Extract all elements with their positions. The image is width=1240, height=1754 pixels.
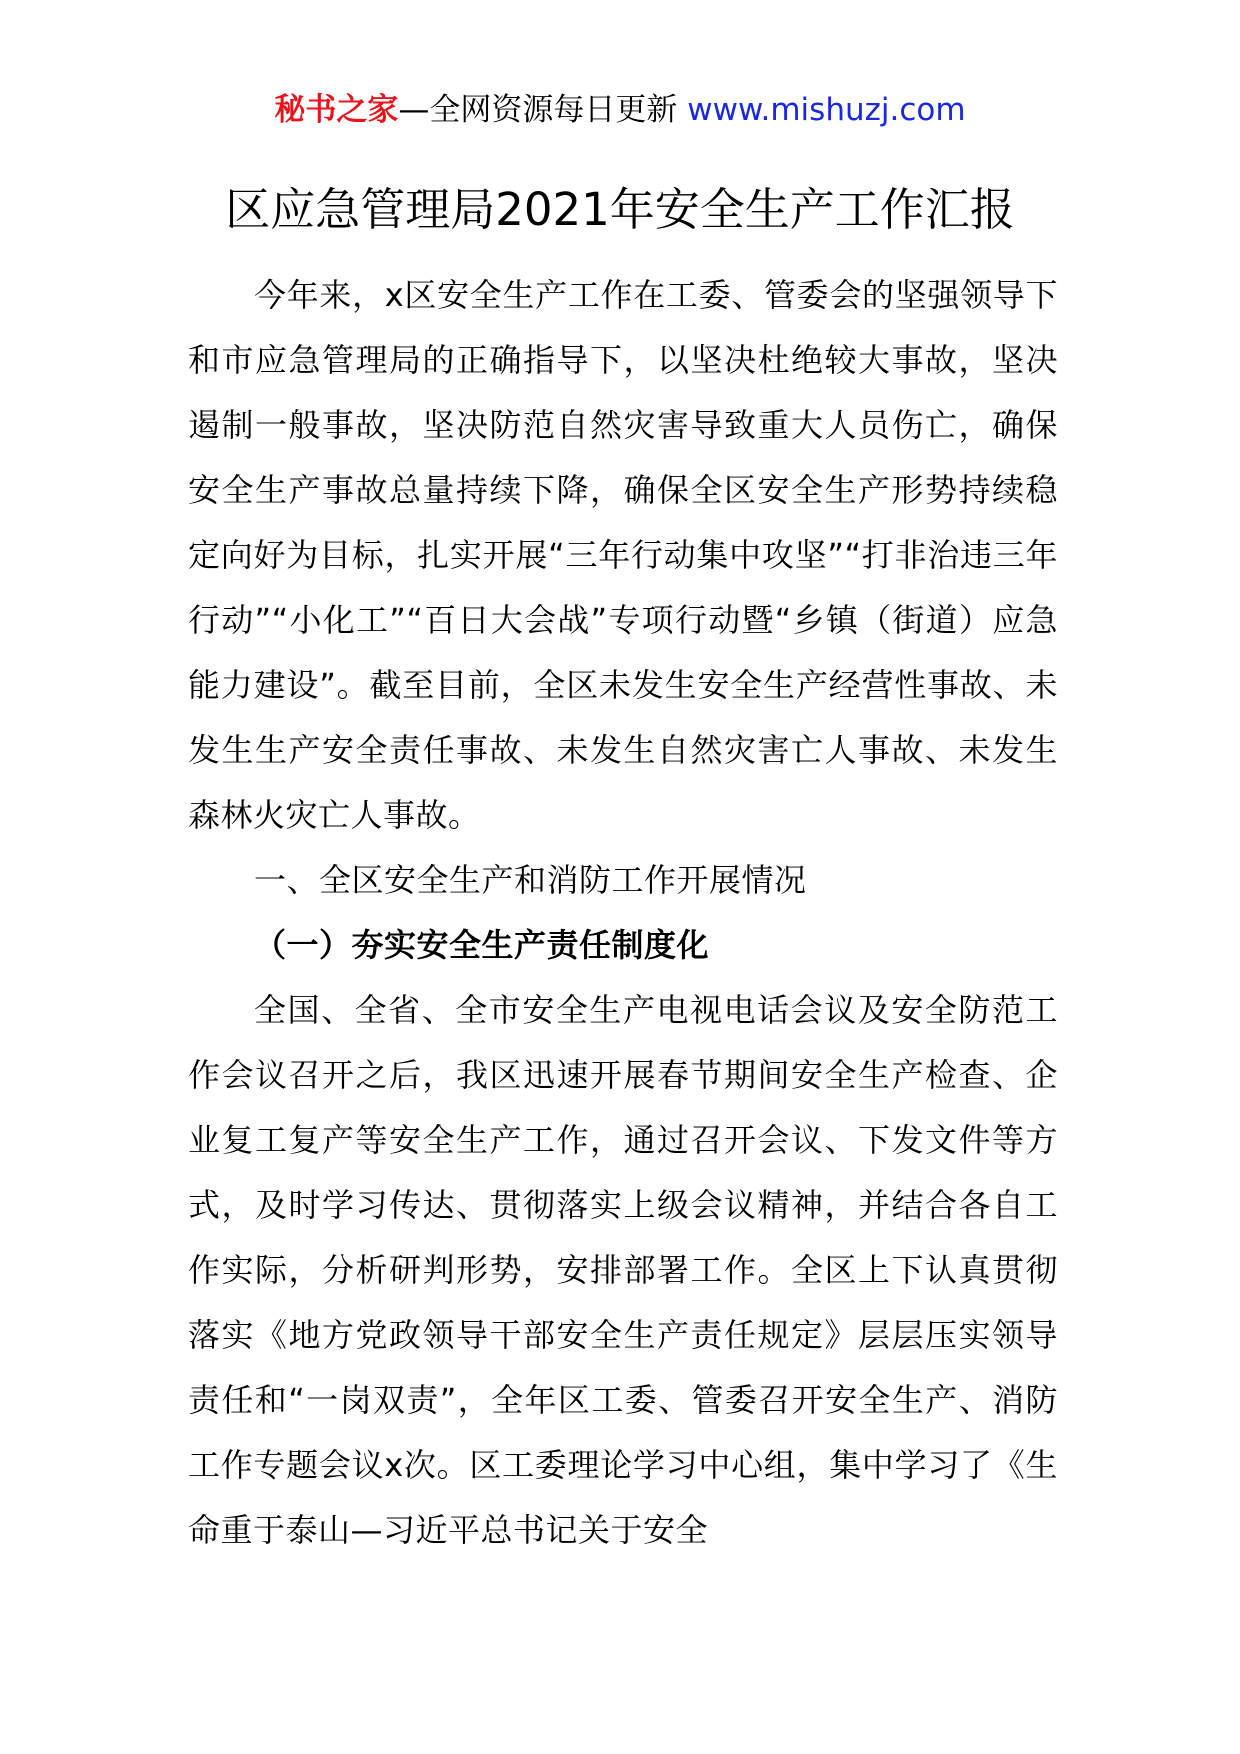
body-paragraph: 全国、全省、全市安全生产电视电话会议及安全防范工作会议召开之后，我区迅速开展春节期间安全生产检查、企业复工复产等安全生产工作，通过召开会议、下发文件等方式，及时学习传达、贯彻落实上级会议精神，并结合各自工作实际，分析研判形势，安排部署工作。全区上下认真贯彻落实《地方党政领导干部安全生产责任规定》层层压实领导责任和“一岗双责”，全年区工委、管委召开安全生产、消防工作专题会议x次。区工委理论学习中心组，集中学习了《生命重于泰山—习近平总书记关于安全 (188, 991, 1058, 1549)
header-tagline: —全网资源每日更新 (398, 92, 678, 128)
site-header (0, 88, 1240, 132)
site-url-link[interactable]: www.mishuzj.com (687, 92, 966, 128)
document-body (188, 263, 1058, 1563)
section-heading: 一、全区安全生产和消防工作开展情况 (254, 861, 807, 899)
document-title: 区应急管理局2021年安全生产工作汇报 (225, 183, 1015, 236)
intro-paragraph: 今年来，x区安全生产工作在工委、管委会的坚强领导下和市应急管理局的正确指导下，以坚决杜绝较大事故，坚决遏制一般事故，坚决防范自然灾害导致重大人员伤亡，确保安全生产事故总量持续下降，确保全区安全生产形势持续稳定向好为目标，扎实开展“三年行动集中攻坚”“打非治违三年行动”“小化工”“百日大会战”专项行动暨“乡镇（街道）应急能力建设”。截至目前，全区未发生安全生产经营性事故、未发生生产安全责任事故、未发生自然灾害亡人事故、未发生森林火灾亡人事故。 (188, 276, 1058, 834)
subsection-heading: （一）夯实安全生产责任制度化 (254, 926, 710, 964)
brand-name: 秘书之家 (274, 92, 399, 128)
